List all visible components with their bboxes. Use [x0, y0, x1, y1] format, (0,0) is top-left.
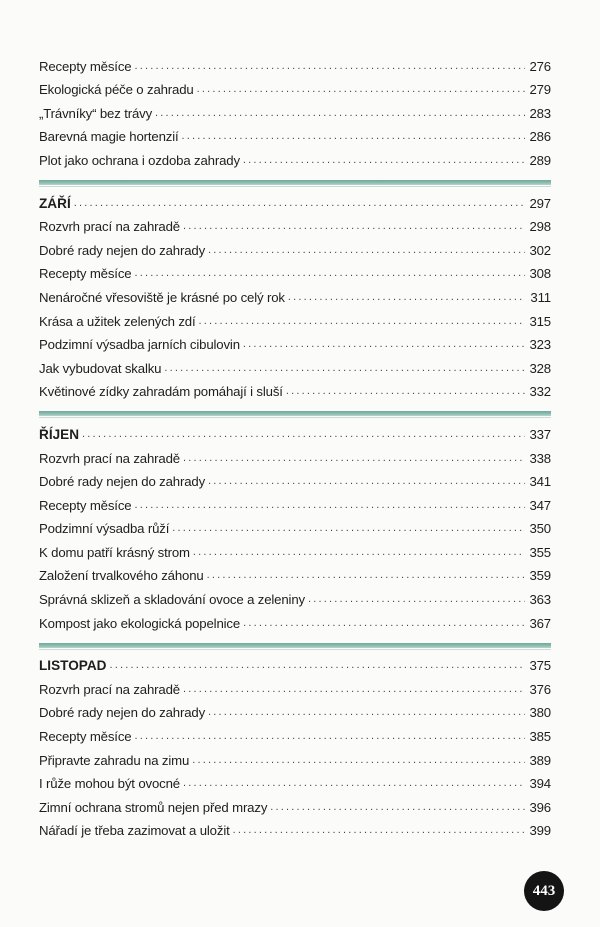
dot-leader: [208, 243, 525, 258]
toc-entry: [39, 329, 551, 353]
entry-title: Podzimní výsadba růží: [39, 521, 170, 537]
entry-page: 363: [529, 592, 551, 608]
entry-title: Připravte zahradu na zimu: [39, 752, 190, 768]
dot-leader: [288, 290, 525, 305]
toc-entry: [39, 791, 551, 815]
entry-title: Recepty měsíce: [39, 729, 132, 745]
section-title: ZÁŘÍ: [39, 195, 71, 211]
entry-title: Rozvrh prací na zahradě: [39, 450, 180, 466]
dot-leader: [74, 196, 525, 211]
intro-entries: [39, 50, 551, 168]
entry-page: 350: [529, 521, 551, 537]
entry-page: 323: [529, 337, 551, 353]
entry-page: 385: [529, 729, 551, 745]
entry-title: Recepty měsíce: [39, 58, 132, 74]
toc-entry: [39, 258, 551, 282]
toc-entry: [39, 673, 551, 697]
toc-entry: [39, 768, 551, 792]
section-heading: [39, 187, 551, 211]
entry-page: 376: [529, 681, 551, 697]
toc-entry: [39, 607, 551, 631]
dot-leader: [233, 823, 525, 838]
entry-title: Recepty měsíce: [39, 266, 132, 282]
dot-leader: [164, 361, 525, 376]
page-number: 443: [532, 882, 556, 899]
entry-page: 341: [529, 474, 551, 490]
section-listopad: [39, 643, 551, 839]
entry-title: Správná sklizeň a skladování ovoce a zeleniny: [39, 592, 305, 608]
entry-title: K domu patří krásný strom: [39, 544, 190, 560]
dot-leader: [134, 729, 525, 744]
dot-leader: [109, 658, 525, 673]
entry-title: Nenáročné vřesoviště je krásné po celý rok: [39, 289, 285, 305]
dot-leader: [197, 82, 525, 97]
toc-entry: [39, 583, 551, 607]
entry-title: Ekologická péče o zahradu: [39, 82, 194, 98]
entry-page: 302: [529, 242, 551, 258]
entry-page: 394: [529, 776, 551, 792]
entry-page: 347: [529, 497, 551, 513]
dot-leader: [243, 616, 525, 631]
entry-page: 308: [529, 266, 551, 282]
entry-title: Rozvrh prací na zahradě: [39, 219, 180, 235]
section-page: 375: [529, 658, 551, 674]
toc-entry: [39, 376, 551, 400]
dot-leader: [243, 337, 525, 352]
entry-title: Krása a užitek zelených zdí: [39, 313, 196, 329]
toc-entry: [39, 536, 551, 560]
toc-entry: [39, 442, 551, 466]
dot-leader: [183, 451, 525, 466]
dot-leader: [270, 800, 525, 815]
toc-entry: [39, 234, 551, 258]
dot-leader: [182, 129, 526, 144]
toc-entry: [39, 144, 551, 168]
dot-leader: [286, 384, 525, 399]
dot-leader: [155, 106, 525, 121]
section-rule: [39, 180, 551, 185]
dot-leader: [134, 266, 525, 281]
page-number-badge: [524, 871, 564, 911]
dot-leader: [183, 682, 525, 697]
section-rijen: [39, 411, 551, 630]
entry-page: 332: [529, 384, 551, 400]
entry-title: Květinové zídky zahradám pomáhají i sluší: [39, 384, 283, 400]
toc-entry: [39, 815, 551, 839]
dot-leader: [192, 753, 525, 768]
entry-page: 338: [529, 450, 551, 466]
toc-entry: [39, 211, 551, 235]
entry-page: 289: [529, 152, 551, 168]
section-title: ŘÍJEN: [39, 426, 80, 442]
entry-title: Rozvrh prací na zahradě: [39, 681, 180, 697]
entry-title: Zimní ochrana stromů nejen před mrazy: [39, 799, 268, 815]
dot-leader: [193, 545, 525, 560]
entry-page: 286: [529, 129, 551, 145]
section-heading: [39, 650, 551, 674]
section-zari: [39, 180, 551, 399]
dot-leader: [308, 592, 525, 607]
dot-leader: [134, 498, 525, 513]
entry-page: 359: [529, 568, 551, 584]
entry-page: 283: [529, 105, 551, 121]
entry-title: I růže mohou být ovocné: [39, 776, 180, 792]
dot-leader: [134, 59, 525, 74]
entry-title: Recepty měsíce: [39, 497, 132, 513]
entry-page: 328: [529, 360, 551, 376]
entry-page: 367: [529, 615, 551, 631]
entry-title: Podzimní výsadba jarních cibulovin: [39, 337, 240, 353]
entry-title: „Trávníky“ bez trávy: [39, 105, 153, 121]
dot-leader: [208, 705, 525, 720]
entry-page: 380: [529, 705, 551, 721]
toc-entry: [39, 513, 551, 537]
entry-title: Barevná magie hortenzií: [39, 129, 179, 145]
entry-page: 276: [529, 58, 551, 74]
toc-entry: [39, 74, 551, 98]
entry-title: Nářadí je třeba zazimovat a uložit: [39, 823, 230, 839]
entry-title: Dobré rady nejen do zahrady: [39, 242, 206, 258]
toc-entry: [39, 352, 551, 376]
section-heading: [39, 418, 551, 442]
entry-page: 315: [529, 313, 551, 329]
entry-title: Založení trvalkového záhonu: [39, 568, 204, 584]
dot-leader: [208, 474, 525, 489]
dot-leader: [207, 568, 525, 583]
toc-entry: [39, 281, 551, 305]
dot-leader: [183, 776, 525, 791]
section-page: 337: [529, 426, 551, 442]
entry-title: Dobré rady nejen do zahrady: [39, 474, 206, 490]
entry-title: Dobré rady nejen do zahrady: [39, 705, 206, 721]
dot-leader: [82, 427, 525, 442]
toc-entry: [39, 97, 551, 121]
toc-entry: [39, 50, 551, 74]
section-rule: [39, 411, 551, 416]
entry-page: 279: [529, 82, 551, 98]
toc-entry: [39, 697, 551, 721]
entry-title: Jak vybudovat skalku: [39, 360, 162, 376]
entry-page: 298: [529, 219, 551, 235]
toc-entry: [39, 466, 551, 490]
entry-page: 355: [529, 544, 551, 560]
dot-leader: [243, 153, 525, 168]
dot-leader: [172, 521, 525, 536]
toc-entry: [39, 305, 551, 329]
entry-page: 311: [530, 289, 551, 305]
toc-entry: [39, 744, 551, 768]
section-page: 297: [529, 195, 551, 211]
toc-entry: [39, 489, 551, 513]
entry-page: 399: [529, 823, 551, 839]
entry-page: 396: [529, 799, 551, 815]
entry-title: Kompost jako ekologická popelnice: [39, 615, 241, 631]
entry-title: Plot jako ochrana i ozdoba zahrady: [39, 152, 240, 168]
dot-leader: [183, 219, 525, 234]
toc-entry: [39, 121, 551, 145]
section-title: LISTOPAD: [39, 658, 107, 674]
table-of-contents: [39, 50, 551, 838]
toc-entry: [39, 720, 551, 744]
entry-page: 389: [529, 752, 551, 768]
dot-leader: [198, 314, 525, 329]
toc-entry: [39, 560, 551, 584]
section-rule: [39, 643, 551, 648]
